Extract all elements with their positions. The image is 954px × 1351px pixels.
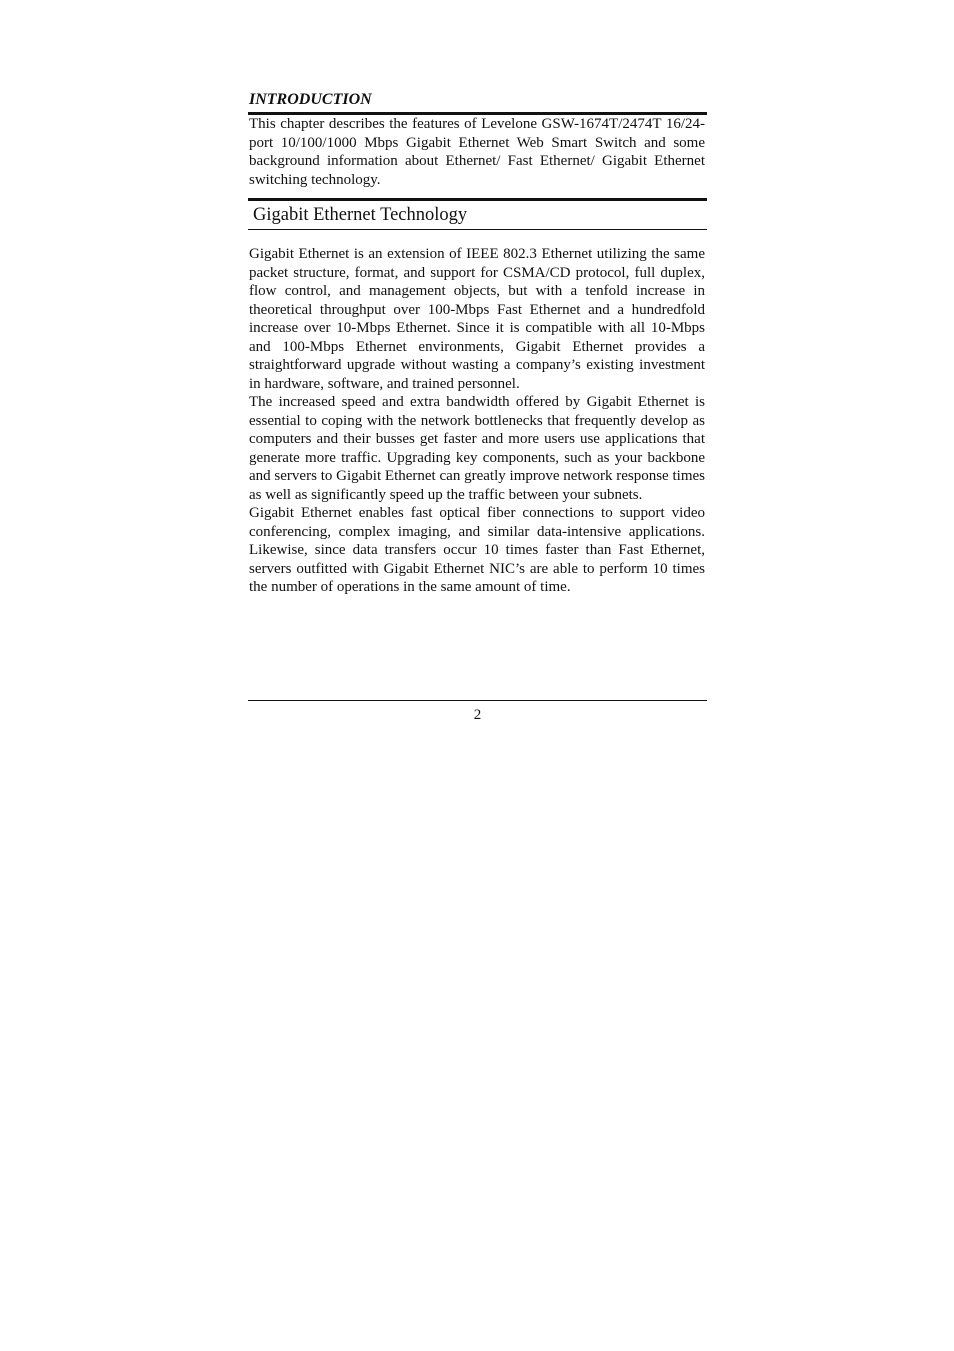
section-heading: Gigabit Ethernet Technology <box>248 198 707 230</box>
document-page <box>248 90 707 597</box>
chapter-title: INTRODUCTION <box>248 90 707 115</box>
footer-rule <box>248 700 707 701</box>
section-paragraph-3: Gigabit Ethernet enables fast optical fiber connections to support video conferencing, complex imaging, and similar data-intensive applications. Likewise, since data transfers occur 10 times faster than Fast Ethernet, servers outfitted with Gigabit Ethernet NIC’s are able to perform 10 times the number of operations in the same amount of time. <box>249 505 705 596</box>
intro-paragraph: This chapter describes the features of Levelone GSW-1674T/2474T 16/24-port 10/100/1000 Mbps Gigabit Ethernet Web Smart Switch and some background information about Ethernet/ Fast Ethernet/ Gigabit Ethernet switching technology. <box>249 116 705 188</box>
page-number: 2 <box>473 707 482 723</box>
section-paragraph-2: The increased speed and extra bandwidth offered by Gigabit Ethernet is essential to coping with the network bottlenecks that frequently develop as computers and their busses get faster and more users use applications that generate more traffic. Upgrading key components, such as your backbone and servers to Gigabit Ethernet can greatly improve network response times as well as significantly speed up the traffic between your subnets. <box>249 394 705 503</box>
section-paragraph-1: Gigabit Ethernet is an extension of IEEE 802.3 Ethernet utilizing the same packet structure, format, and support for CSMA/CD protocol, full duplex, flow control, and management objects, but with a tenfold increase in theoretical throughput over 100-Mbps Fast Ethernet and a hundredfold increase over 10-Mbps Ethernet. Since it is compatible with all 10-Mbps and 100-Mbps Ethernet environments, Gigabit Ethernet provides a straightforward upgrade without wasting a company’s existing investment in hardware, software, and trained personnel. <box>249 246 705 392</box>
